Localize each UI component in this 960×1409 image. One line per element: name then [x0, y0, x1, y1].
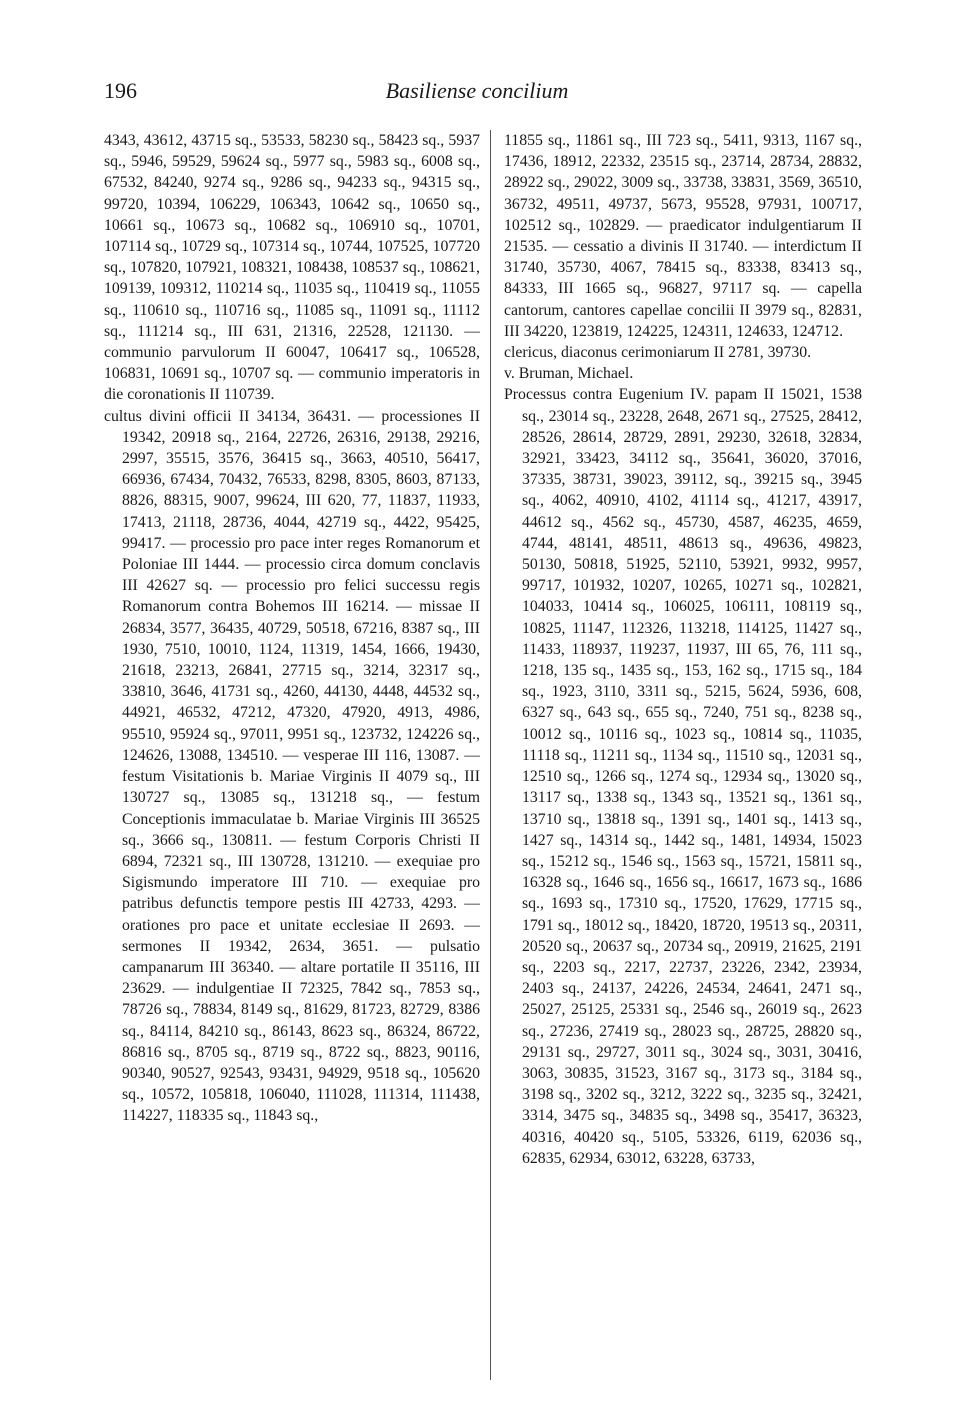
index-entry-cross-reference: v. Bruman, Michael. [504, 365, 634, 383]
index-entry-communio-continued: 4343, 43612, 43715 sq., 53533, 58230 sq., 58423 sq., 5937 sq., 5946, 59529, 59624 sq., 5977 sq., 5983 sq., 6008 sq., 67532, 84240, 9274 sq., 9286 sq., 94233 sq., 94315 sq., 99720, 10394, 106229, 106343, 10642 sq., 10650 sq., 10661 sq., 10673 sq., 10682 sq., 106910 sq., 10701, 107114 sq., 10729 sq., 107314 sq., 10744, 107525, 107720 sq., 107820, 107921, 108321, 108438, 108537 sq., 108621, 109139, 109312, 110214 sq., 11035 sq., 110419 sq., 11055 sq., 110610 sq., 110716 sq., 11085 sq., 11091 sq., 11112 sq., 111214 sq., III 631, 21316, 22528, 121130. — communio parvulorum II 60047, 106417 sq., 106528, 106831, 10691 sq., 10707 sq. — communio imperatoris in die coronationis II 110739. [104, 132, 480, 404]
running-title: Basiliense concilium [385, 78, 569, 103]
column-divider [490, 130, 491, 1380]
page-number: 196 [104, 78, 137, 103]
index-entry-indulgentiae-continued: 11855 sq., 11861 sq., III 723 sq., 5411, 9313, 1167 sq., 17436, 18912, 22332, 23515 sq., 23714, 28734, 28832, 28922 sq., 29022, 3009 sq., 33738, 33831, 3569, 36510, 36732, 49511, 49737, 5673, 95528, 97931, 100717, 102512 sq., 102829. — praedicator indulgentiarum II 21535. — cessatio a divinis II 31740. — interdictum II 31740, 35730, 4067, 78415 sq., 83338, 83413 sq., 84333, III 1665 sq., 96827, 97117 sq. — capella cantorum, cantores capellae concilii II 3979 sq., 82831, III 34220, 123819, 124225, 124311, 124633, 124712. [504, 132, 862, 340]
index-entry-processus-contra-eugenium: Processus contra Eugenium IV. papam II 15021, 1538 sq., 23014 sq., 23228, 2648, 2671 sq., 27525, 28412, 28526, 28614, 28729, 2891, 29230, 32618, 32834, 32921, 33423, 34112 sq., 35641, 36020, 37016, 37335, 38731, 39023, 39112, sq., 39215 sq., 3945 sq., 4062, 40910, 4102, 41114 sq., 41217, 43917, 44612 sq., 4562 sq., 45730, 4587, 46235, 4659, 4744, 48141, 48511, 48613 sq., 49636, 49823, 50130, 50818, 51925, 52110, 53921, 9932, 9957, 99717, 101932, 10207, 10265, 10271 sq., 102821, 104033, 10414 sq., 106025, 106111, 108119 sq., 10825, 11147, 112326, 113218, 114125, 11427 sq., 11433, 118937, 119237, 11937, III 65, 76, 111 sq., 1218, 135 sq., 1435 sq., 153, 162 sq., 1715 sq., 184 sq., 1923, 3110, 3311 sq., 5215, 5624, 5936, 608, 6327 sq., 643 sq., 655 sq., 7240, 751 sq., 8238 sq., 10012 sq., 10116 sq., 1023 sq., 10814 sq., 11035, 11118 sq., 11211 sq., 1134 sq., 11510 sq., 12031 sq., 12510 sq., 1266 sq., 1274 sq., 12934 sq., 13020 sq., 13117 sq., 1338 sq., 1343 sq., 13521 sq., 1361 sq., 13710 sq., 13818 sq., 1391 sq., 1401 sq., 1413 sq., 1427 sq., 14314 sq., 1442 sq., 1481, 14934, 15023 sq., 15212 sq., 1546 sq., 1563 sq., 15721, 15811 sq., 16328 sq., 1646 sq., 1656 sq., 16617, 1673 sq., 1686 sq., 1693 sq., 17310 sq., 17520, 17629, 17715 sq., 1791 sq., 18012 sq., 18420, 18720, 19513 sq., 20311, 20520 sq., 20637 sq., 20734 sq., 20919, 21625, 2191 sq., 2203 sq., 2217, 22737, 23226, 2342, 23934, 2403 sq., 24137, 24226, 24534, 24641, 2471 sq., 25027, 25125, 25331 sq., 2546 sq., 26019 sq., 2623 sq., 27236, 27419 sq., 28023 sq., 28725, 28820 sq., 29131 sq., 29727, 3011 sq., 3024 sq., 3031, 30416, 3063, 30835, 31523, 3167 sq., 3173 sq., 3184 sq., 3198 sq., 3202 sq., 3212, 3222 sq., 3235 sq., 32421, 3314, 3475 sq., 34835 sq., 3498 sq., 35417, 36323, 40316, 40420 sq., 5105, 53326, 6119, 62036 sq., 62835, 62934, 63012, 63228, 63733, [504, 386, 862, 1167]
right-column [504, 130, 862, 1380]
page-header [104, 78, 850, 112]
left-column [104, 130, 480, 1380]
index-entry-clericus-diaconus: clericus, diaconus cerimoniarum II 2781, 39730. [504, 344, 812, 362]
index-entry-cultus-divini-officii: cultus divini officii II 34134, 36431. — processiones II 19342, 20918 sq., 2164, 22726, 26316, 29138, 29216, 2997, 35515, 3576, 36415 sq., 3663, 40510, 56417, 66936, 67434, 70432, 76533, 8298, 8305, 8603, 87133, 8826, 88315, 9007, 99624, III 620, 77, 11837, 11933, 17413, 21118, 28736, 4044, 42719 sq., 4422, 95425, 99417. — processio pro pace inter reges Romanorum et Poloniae III 1444. — processio circa domum conclavis III 42627 sq. — processio pro felici successu regis Romanorum contra Bohemos III 16214. — missae II 26834, 3577, 36435, 40729, 50518, 67216, 8387 sq., III 1930, 7510, 10010, 1124, 11319, 1454, 1666, 19430, 21618, 23213, 26841, 27715 sq., 3214, 32317 sq., 33810, 3646, 41731 sq., 4260, 44130, 4448, 44532 sq., 44921, 46532, 47212, 47320, 47920, 4913, 4986, 95510, 95924 sq., 97011, 9951 sq., 123732, 124226 sq., 124626, 13088, 134510. — vesperae III 116, 13087. — festum Visitationis b. Mariae Virginis II 4079 sq., III 130727 sq., 13085 sq., 131218 sq., — festum Conceptionis immaculatae b. Mariae Virginis III 36525 sq., 3666 sq., 130811. — festum Corporis Christi II 6894, 72321 sq., III 130728, 131210. — exequiae pro Sigismundo imperatore III 710. — exequiae pro patribus defunctis tempore pestis III 42733, 4293. — orationes pro pace et unitate ecclesiae II 2693. — sermones II 19342, 2634, 3651. — pulsatio campanarum III 36340. — altare portatile II 35116, III 23629. — indulgentiae II 72325, 7842 sq., 7853 sq., 78726 sq., 78834, 8149 sq., 81629, 81723, 82729, 8386 sq., 84114, 84210 sq., 86143, 8623 sq., 86324, 86722, 86816 sq., 8705 sq., 8719 sq., 8722 sq., 8823, 90116, 90340, 90527, 92543, 93431, 94929, 9518 sq., 105620 sq., 10572, 105818, 106040, 111028, 111314, 111438, 114227, 118335 sq., 11843 sq., [104, 407, 480, 1125]
